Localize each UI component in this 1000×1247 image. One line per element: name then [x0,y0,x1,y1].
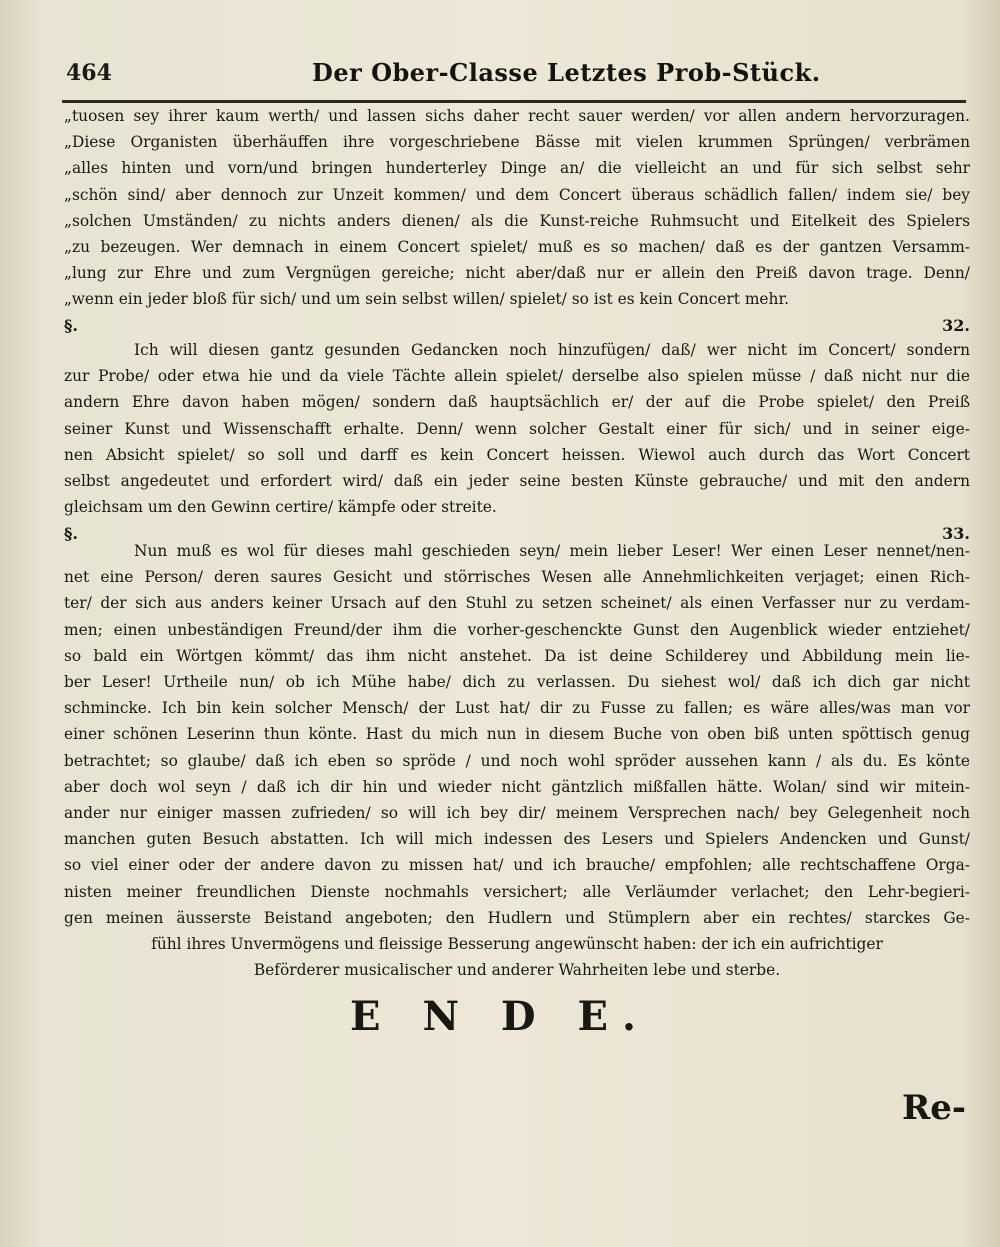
text-line: „lung zur Ehre und zum Vergnügen gereiche; nicht aber/daß nur er allein den Preiß davon trage. Denn/ [64,264,970,283]
text-line: men; einen unbeständigen Freund/der ihm die vorher-geschenckte Gunst den Augenblick wieder entziehet/ [64,620,970,639]
text-line: zur Probe/ oder etwa hie und da viele Tächte allein spielet/ derselbe also spielen müsse / daß nicht nur die [64,367,970,386]
text-line: „wenn ein jeder bloß für sich/ und um sein selbst willen/ spielet/ so ist es kein Concert mehr. [64,290,789,309]
text-line: „tuosen sey ihrer kaum werth/ und lassen sichs daher recht sauer werden/ vor allen andern hervorzuragen. [64,107,970,125]
text-line: so bald ein Wörtgen kömmt/ das ihm nicht anstehet. Da ist deine Schilderey und Abbildung mein lie- [64,646,970,665]
page-number: 464 [66,60,112,86]
text-line: gleichsam um den Gewinn certire/ kämpfe oder streite. [64,498,497,517]
text-line: net eine Person/ deren saures Gesicht und störrisches Wesen alle Annehmlichkeiten verjaget; einen Rich- [64,568,970,587]
text-line: einer schönen Leserinn thun könte. Hast du mich nun in diesem Buche von oben biß unten spöttisch genug [64,725,970,744]
text-line: Beförderer musicalischer und anderer Wahrheiten lebe und sterbe. [253,961,781,980]
text-line: fühl ihres Unvermögens und fleissige Besserung angewünscht haben: der ich ein aufrichtiger [151,935,883,954]
text-line: gen meinen äusserste Beistand angeboten; den Hudlern und Stümplern aber ein rechtes/ starckes Ge- [64,908,970,927]
page-header [62,52,970,98]
text-line: „solchen Umständen/ zu nichts anders dienen/ als die Kunst-reiche Ruhmsucht und Eitelkeit des Spielers [64,211,970,230]
text-line: ander nur einiger massen zufrieden/ so will ich bey dir/ meinem Versprechen nach/ bey Gelegenheit noch [64,804,970,823]
section-heading-33: §. 33. [64,524,970,543]
text-line: seiner Kunst und Wissenschafft erhalte. Denn/ wenn solcher Gestalt einer für sich/ und in seiner eige- [64,419,970,438]
text-line: andern Ehre davon haben mögen/ sondern daß hauptsächlich er/ der auf die Probe spielet/ den Preiß [64,393,970,412]
text-line: Ich will diesen gantz gesunden Gedancken noch hinzufügen/ daß/ wer nicht im Concert/ sondern [134,341,970,359]
running-head: Der Ober-Classe Letztes Prob-Stück. [312,58,821,87]
text-line: Nun muß es wol für dieses mahl geschieden seyn/ mein lieber Leser! Wer einen Leser nennet/nen- [134,542,970,560]
text-line: ber Leser! Urtheile nun/ ob ich Mühe habe/ dich zu verlassen. Du siehest wol/ daß ich dich gar nicht [64,673,970,692]
finis-mark: E N D E. [350,993,650,1040]
text-line: betrachtet; so glaube/ daß ich eben so spröde / und noch wohl spröder aussehen kann / als du. Es könte [64,751,970,770]
paragraph-quote [64,103,970,335]
text-line: schmincke. Ich bin kein solcher Mensch/ der Lust hat/ dir zu Fusse zu fallen; es wäre alles/was man vor [64,699,970,718]
text-line: ter/ der sich aus anders keiner Ursach auf den Stuhl zu setzen scheinet/ als einen Verfasser nur zu verdam- [64,594,970,613]
text-line: selbst angedeutet und erfordert wird/ daß ein jeder seine besten Künste gebrauche/ und mit den andern [64,472,970,491]
paragraph-32 [64,337,970,543]
text-line: nen Absicht spielet/ so soll und darff es kein Concert heissen. Wiewol auch durch das Wort Concert [64,445,970,464]
section-heading-32: §. 32. [64,316,970,335]
text-line: „schön sind/ aber dennoch zur Unzeit kommen/ und dem Concert überaus schädlich fallen/ indem sie/ bey [64,185,970,204]
paragraph-33 [64,538,970,983]
text-line: „Diese Organisten überhäuffen ihre vorgeschriebene Bässe mit vielen krummen Sprüngen/ verbrämen [64,133,970,152]
text-line: „zu bezeugen. Wer demnach in einem Concert spielet/ muß es so machen/ daß es der gantzen Versamm- [64,238,970,257]
text-line: so viel einer oder der andere davon zu missen hat/ und ich brauche/ empfohlen; alle rechtschaffene Orga- [64,856,970,875]
text-line: manchen guten Besuch abstatten. Ich will mich indessen des Lesers und Spielers Andencken und Gunst/ [64,830,970,849]
catchword: Re- [902,1088,966,1128]
text-line: „alles hinten und vorn/und bringen hunderterley Dinge an/ die vielleicht an und für sich selbst sehr [64,159,970,178]
text-line: aber doch wol seyn / daß ich dir hin und wieder nicht gäntzlich mißfallen hätte. Wolan/ sind wir mitein- [64,777,970,796]
text-line: nisten meiner freundlichen Dienste nochmahls versichert; alle Verläumder verlachet; den Lehr-begieri- [64,882,970,901]
